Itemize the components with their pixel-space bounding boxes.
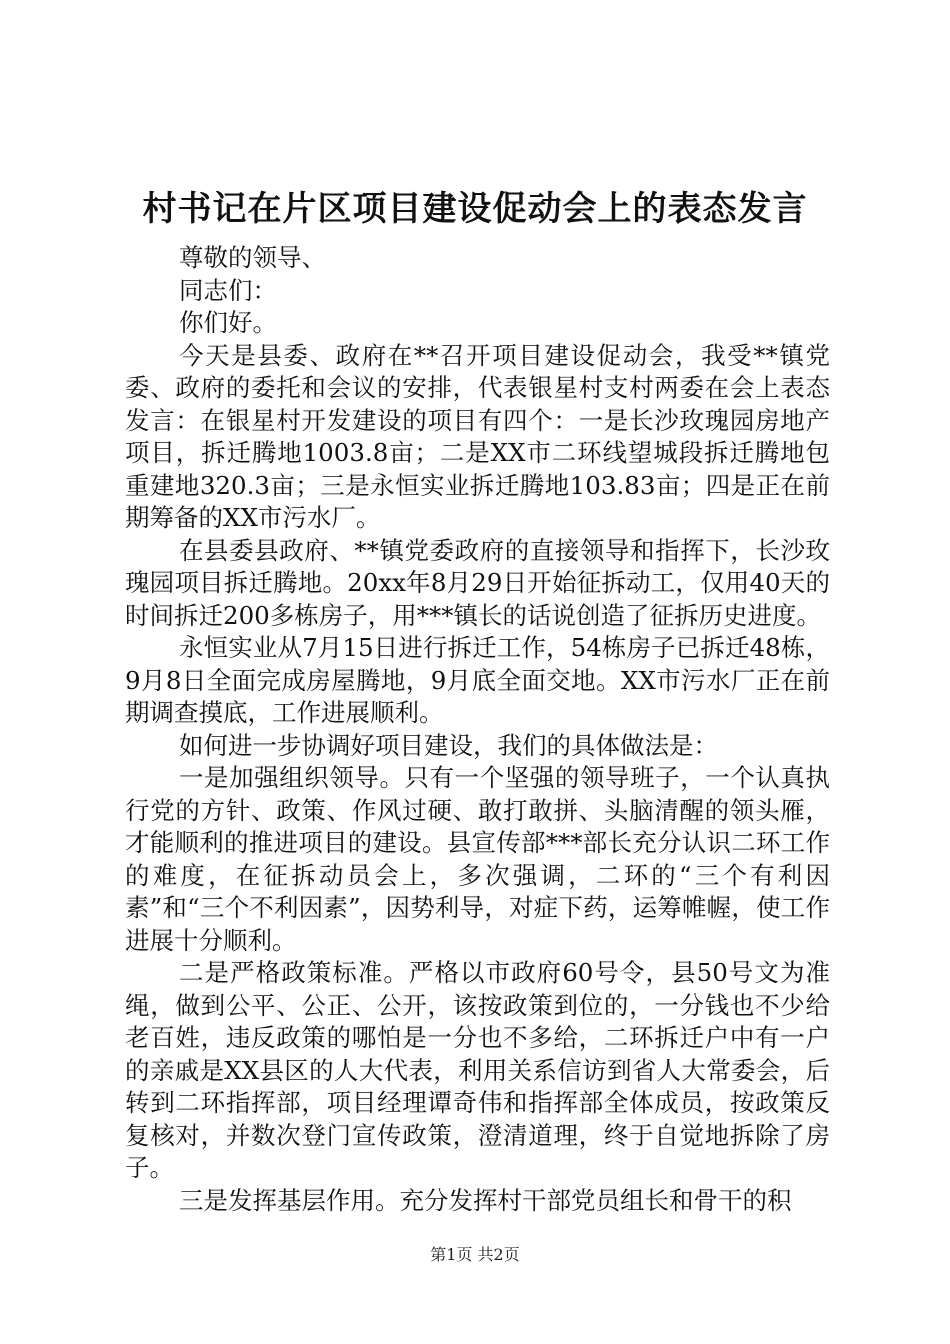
paragraph-methods-intro: 如何进一步协调好项目建设，我们的具体做法是：: [179, 730, 718, 760]
paragraph-method-1: 一是加强组织领导。只有一个坚强的领导班子，一个认真执行党的方针、政策、作风过硬、敢打敢拼、头脑清醒的领头雁，才能顺利的推进项目的建设。县宣传部***部长充分认识二环工作的难度，在征拆动员会上，多次强调，二环的“三个有利因素”和“三个不利因素”，因势利导，对症下药，运筹帷幄，使工作进展十分顺利。: [125, 763, 830, 955]
page-footer: 第1页 共2页: [430, 1245, 520, 1264]
paragraph-method-3: 三是发挥基层作用。充分发挥村干部党员组长和骨干的积: [179, 1185, 792, 1215]
document-title: 村书记在片区项目建设促动会上的表态发言: [142, 189, 808, 229]
paragraph-intro: 今天是县委、政府在**召开项目建设促动会，我受**镇党委、政府的委托和会议的安排，代表银星村支村两委在会上表态发言：在银星村开发建设的项目有四个：一是长沙玫瑰园房地产项目，拆迁腾地1003.8亩；二是XX市二环线望城段拆迁腾地包重建地320.3亩；三是永恒实业拆迁腾地103.83亩；四是正在前期筹备的XX市污水厂。: [125, 340, 830, 532]
paragraph-salutation-2: 同志们：: [179, 275, 277, 305]
paragraph-yongheng: 永恒实业从7月15日进行拆迁工作，54栋房子已拆迁48栋，9月8日全面完成房屋腾地，9月底全面交地。XX市污水厂正在前期调查摸底，工作进展顺利。: [125, 633, 830, 727]
paragraph-greeting: 你们好。: [179, 308, 277, 337]
paragraph-rose-garden: 在县委县政府、**镇党委政府的直接领导和指挥下，长沙玫瑰园项目拆迁腾地。20xx年8月29日开始征拆动工，仅用40天的时间拆迁200多栋房子，用***镇长的话说创造了征拆历史进度。: [125, 535, 830, 630]
document-body: [125, 242, 830, 1217]
paragraph-method-2: 二是严格政策标准。严格以市政府60号令，县50号文为准绳，做到公平、公正、公开，该按政策到位的，一分钱也不少给老百姓，违反政策的哪怕是一分也不多给，二环拆迁户中有一户的亲戚是XX县区的人大代表，利用关系信访到省人大常委会，后转到二环指挥部，项目经理谭奇伟和指挥部全体成员，按政策反复核对，并数次登门宣传政策，澄清道理，终于自觉地拆除了房子。: [125, 958, 830, 1182]
paragraph-salutation-1: 尊敬的领导、: [179, 243, 326, 272]
